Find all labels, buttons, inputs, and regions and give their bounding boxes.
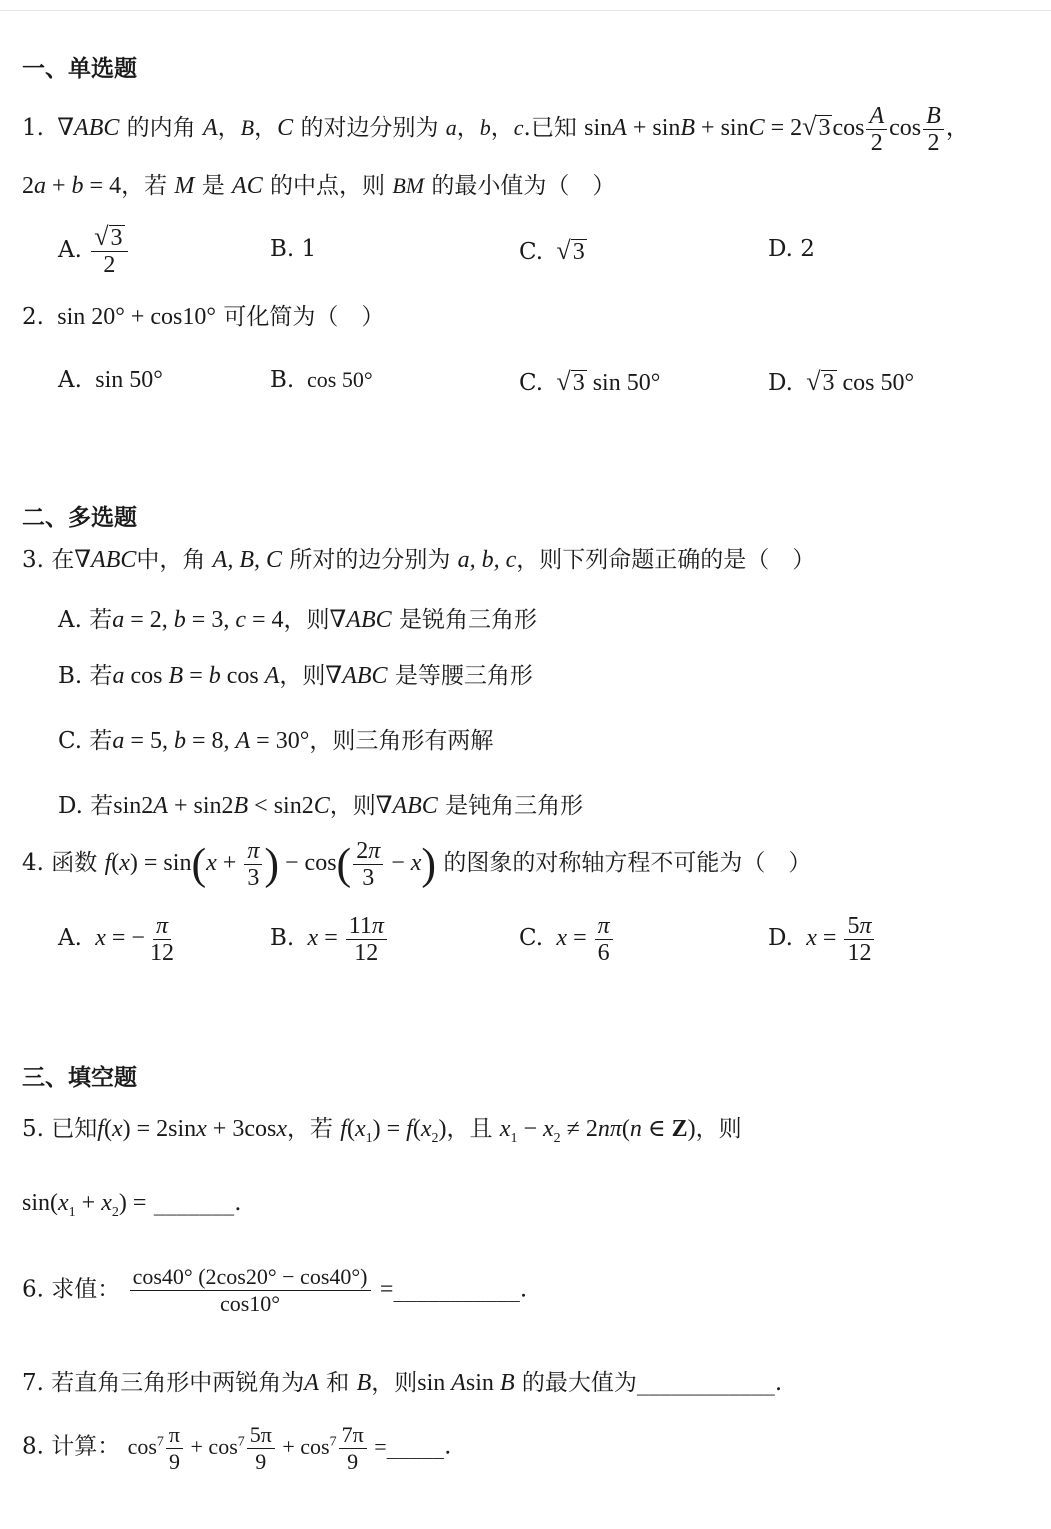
text: 可化简为（ ） [223, 304, 385, 330]
math-equation: f(x) = sin(x + $\frac{\pi}{3}$ ) − cos( $\frac{2\pi}{3}$ − x) [104, 838, 437, 891]
q3-option-d[interactable] [58, 787, 583, 820]
question-6-stem [22, 1264, 527, 1317]
text: 的内角 [126, 115, 196, 142]
math: $\sin(x_1 + x_2)$ = [22, 1190, 147, 1220]
math: x = $\frac{11\pi}{12}$ [302, 925, 389, 951]
option-label: D. [768, 236, 793, 262]
math: ∇ABC [329, 607, 392, 633]
math-equation: $\cos^7$ $\frac{\pi}{9}$ + $\cos^7$ $\frac{5\pi}{9}$ + $\cos^7$ $\frac{7\pi}{9}$ = [127, 1422, 387, 1474]
math: A, B, C [212, 547, 282, 573]
math: √3 sin 50° [556, 367, 661, 396]
text: ，则 [283, 607, 330, 633]
answer-blank[interactable]: _______. [153, 1190, 242, 1216]
text: 若 [89, 663, 113, 689]
q1-option-c[interactable] [519, 236, 587, 266]
option-label: C. [519, 239, 544, 265]
option-label: B. [270, 367, 295, 393]
option-label: B. [270, 236, 295, 262]
text: ，则三角形有两解 [309, 728, 494, 754]
option-label: C. [519, 925, 544, 952]
text: ，则下列命题正确的是（ ） [516, 547, 816, 573]
question-1-stem: 1. ∇ABC 的内角 A，B，C 的对边分别为 a，b，c.已知 sinA + sinB + sinC = 2√3cos $\frac{A}{2}$ cos $\frac{B}{2}$ ， [22, 103, 970, 156]
answer-blank[interactable]: ___________. [393, 1276, 528, 1303]
math: ∇ABC [375, 793, 438, 819]
math: $f(x_1) = f(x_2)$ [340, 1116, 447, 1146]
math: a = 5, b = 8, A = 30° [112, 728, 310, 754]
question-2-stem [22, 302, 384, 332]
math: = [379, 1276, 394, 1303]
math: $\frac{√3}{2}$ [91, 224, 127, 278]
text: ，且 [446, 1116, 493, 1142]
option-label: D. [58, 793, 83, 819]
question-number: 6. [22, 1276, 44, 1303]
text: 所对的边分别为 [289, 547, 451, 573]
math: b [479, 115, 491, 141]
question-number: 2. [22, 304, 44, 330]
text: ，则 [329, 793, 376, 819]
question-7-stem [22, 1368, 782, 1398]
option-label: A. [58, 607, 82, 633]
math: a = 2, b = 3, c = 4 [112, 607, 284, 633]
section-heading-multi-choice: 二、多选题 [22, 505, 137, 531]
option-value: 1 [301, 236, 317, 262]
question-number: 1. [22, 115, 44, 142]
text: 的最小值为（ ） [431, 173, 616, 199]
text: 函数 [51, 850, 98, 877]
question-3-stem [22, 545, 815, 575]
math: sin 50° [89, 367, 163, 393]
text: 若 [89, 607, 113, 633]
text: 中，角 [136, 547, 206, 573]
option-label: B. [58, 663, 83, 689]
text: 是钝角三角形 [445, 793, 584, 819]
math: √3 [556, 236, 585, 265]
section-heading-single-choice: 一、单选题 [22, 56, 137, 82]
text: 若直角三角形中两锐角为 [51, 1370, 305, 1396]
option-label: A. [58, 367, 82, 393]
q1-option-d[interactable] [768, 236, 815, 262]
q3-option-c[interactable] [58, 722, 493, 755]
q2-option-c[interactable] [519, 367, 660, 397]
text: 的对边分别为 [300, 115, 439, 142]
question-5-stem [22, 1114, 742, 1154]
top-divider [0, 10, 1051, 11]
math: M [174, 173, 195, 199]
text: 的最大值为 [521, 1370, 637, 1396]
math: sin2A + sin2B < sin2C [113, 793, 330, 819]
q2-option-d[interactable] [768, 367, 914, 397]
math: x = $\frac{\pi}{6}$ [550, 925, 614, 951]
text: ，则 [371, 1370, 418, 1396]
math: B [240, 115, 255, 141]
option-label: C. [58, 728, 83, 754]
math: a, b, c [457, 547, 517, 573]
math: x = $\frac{5\pi}{12}$ [800, 925, 876, 951]
text: 已知 [51, 1116, 98, 1142]
math: AC [232, 173, 263, 199]
q4-option-d[interactable] [768, 913, 876, 966]
text: 计算： [51, 1433, 121, 1460]
option-label: D. [768, 925, 793, 952]
math: a cos B = b cos A [112, 663, 280, 689]
answer-blank[interactable]: ____________. [636, 1370, 783, 1396]
q4-option-a[interactable] [58, 913, 179, 966]
math: 2a + b = 4 [22, 173, 122, 199]
math: c [513, 115, 524, 141]
text: 求值： [51, 1276, 121, 1303]
q1-option-b[interactable] [270, 236, 316, 262]
math: x = − $\frac{\pi}{12}$ [95, 913, 174, 966]
math: √3 cos 50° [806, 367, 915, 396]
text: 若 [144, 173, 168, 199]
math: A [202, 115, 218, 142]
question-number: 3. [22, 547, 44, 573]
text: 若 [90, 793, 114, 819]
question-1-stem-line2: 2a + b = 4，若 M 是 AC 的中点，则 BM 的最小值为（ ） [22, 173, 616, 199]
option-label: A. [58, 237, 82, 263]
math: ∇ABC [74, 547, 137, 573]
section-heading-fill-in: 三、填空题 [22, 1065, 137, 1091]
text: 的图象的对称轴方程不可能为（ ） [443, 850, 812, 877]
q4-option-c[interactable] [519, 913, 615, 966]
question-4-stem [22, 838, 811, 891]
math: B [356, 1370, 372, 1396]
text: ，则 [695, 1116, 742, 1142]
question-8-stem [22, 1422, 451, 1475]
text: 若 [89, 728, 113, 754]
answer-blank[interactable]: _____. [386, 1433, 452, 1460]
math: f(x) = 2sinx + 3cosx [97, 1116, 287, 1142]
question-5-answer-line [22, 1188, 242, 1228]
math: a [445, 115, 457, 141]
option-label: D. [768, 370, 793, 396]
text: 在 [51, 547, 75, 573]
math: sin 20° + cos10° [51, 304, 216, 330]
question-number: 4. [22, 850, 44, 877]
option-value: 2 [800, 236, 815, 262]
q2-option-b[interactable] [270, 367, 373, 393]
math: C [277, 115, 294, 142]
text: ，若 [286, 1116, 333, 1142]
option-label: C. [519, 370, 544, 396]
text: 已知 [530, 115, 577, 142]
math: cos 50° [301, 367, 373, 392]
option-label: B. [270, 925, 295, 952]
text: ，则 [279, 663, 326, 689]
q3-option-b[interactable] [58, 657, 533, 690]
math: $x_1 - x_2 \ne 2n\pi(n$ ∈ Z) [499, 1116, 696, 1146]
text: 是等腰三角形 [394, 663, 533, 689]
text: 是 [201, 173, 225, 199]
text: 的中点，则 [270, 173, 386, 199]
text: 是锐角三角形 [398, 607, 537, 633]
question-number: 5. [22, 1116, 44, 1142]
text: 和 [326, 1370, 350, 1396]
q4-option-b[interactable] [270, 913, 389, 966]
question-number: 7. [22, 1370, 44, 1396]
math-equation: sinA + sinB + sinC = 2√3cos $\frac{A}{2}$ cos $\frac{B}{2}$ ， [584, 103, 970, 156]
q3-option-a[interactable] [58, 601, 537, 634]
math: ∇ABC [325, 663, 388, 689]
math: A [304, 1370, 319, 1396]
option-label: A. [58, 925, 82, 952]
q1-option-a[interactable] [58, 224, 130, 278]
math: BM [392, 173, 425, 198]
question-number: 8. [22, 1433, 44, 1460]
q2-option-a[interactable] [58, 367, 163, 394]
math-fraction: $\frac{\cos 40^\circ (2\cos 20^\circ - \cos 40^\circ)}{\cos 10^\circ}$ [130, 1264, 371, 1317]
math: sin Asin B [417, 1370, 515, 1396]
math: ∇ABC [51, 115, 120, 142]
